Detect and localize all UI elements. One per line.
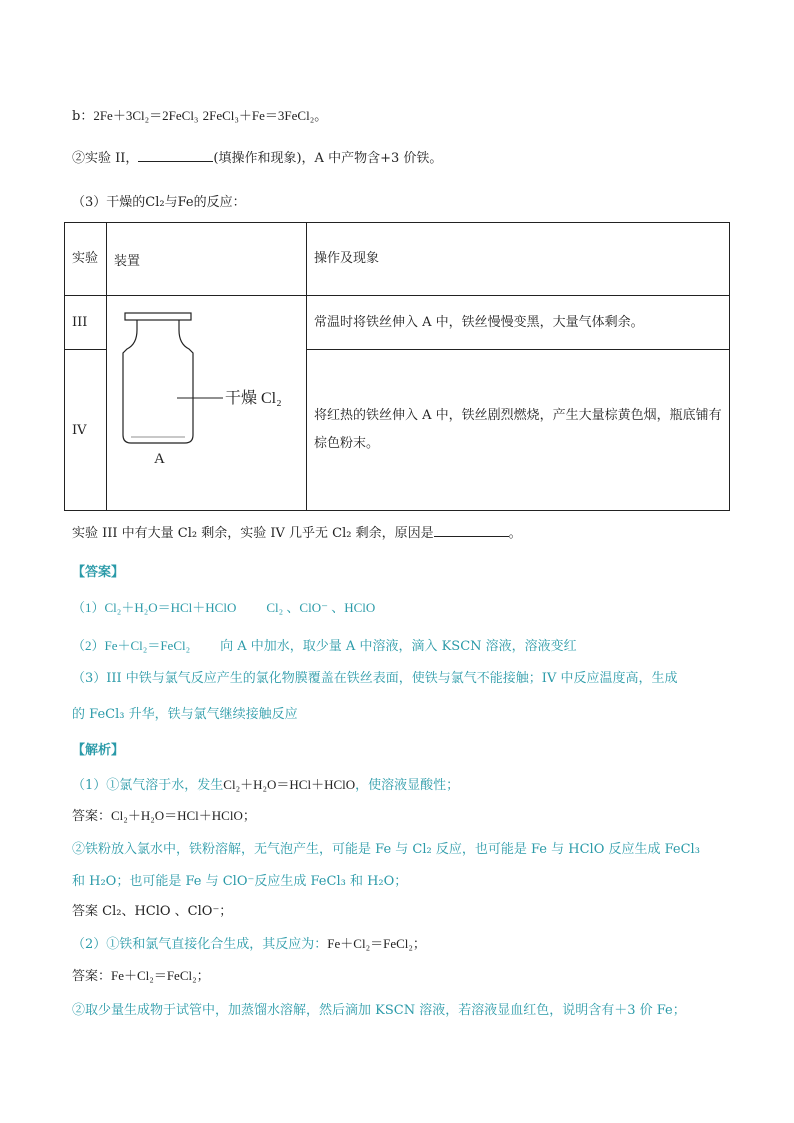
row-description: 常温时将铁丝伸入 A 中，铁丝慢慢变黑，大量气体剩余。 <box>307 296 730 350</box>
dry-chlorine-label: 干燥 Cl₂ <box>225 389 282 407</box>
experiment-2-line: ②实验 II， (填操作和现象)，A 中产物含+3 价铁。 <box>72 151 443 166</box>
analysis-line-3: ②铁粉放入氯水中，铁粉溶解，无气泡产生，可能是 Fe 与 Cl₂ 反应，也可能是 Fe 与 HClO 反应生成 FeCl₃ <box>72 842 700 857</box>
header-operation: 操作及现象 <box>307 223 730 296</box>
table-row <box>65 296 730 350</box>
analysis-line-5: 答案 Cl₂、HClO 、ClO⁻； <box>72 904 233 919</box>
apparatus-cell <box>107 296 307 511</box>
gas-bottle-diagram <box>107 297 306 510</box>
equation-line-b: b：2Fe＋3Cl₂＝2FeCl₃ 2FeCl₃＋Fe＝3FeCl₂。 <box>72 108 328 124</box>
analysis-line-8: ②取少量生成物于试管中，加蒸馏水溶解，然后滴加 KSCN 溶液，若溶液显血红色，说明含有＋3 价 Fe； <box>72 1003 686 1018</box>
experiment-table <box>64 222 730 511</box>
row-experiment-label: III <box>65 296 107 350</box>
analysis-line-1: （1）①氯气溶于水，发生Cl₂＋H₂O＝HCl＋HClO，使溶液显酸性； <box>72 777 460 793</box>
question-line: 实验 III 中有大量 Cl₂ 剩余，实验 IV 几乎无 Cl₂ 剩余，原因是 。 <box>72 526 522 541</box>
row-description: 将红热的铁丝伸入 A 中，铁丝剧烈燃烧，产生大量棕黄色烟，瓶底铺有棕色粉末。 <box>307 350 730 511</box>
bottle-label: A <box>154 450 165 467</box>
analysis-line-2: 答案：Cl₂＋H₂O＝HCl＋HClO； <box>72 808 256 823</box>
answer-1: （1）Cl₂＋H₂O＝HCl＋HClO Cl₂ 、ClO⁻ 、HClO <box>72 600 376 615</box>
equation-2: 2FeCl₃＋Fe＝3FeCl₂ <box>202 108 315 123</box>
analysis-header: 【解析】 <box>72 743 125 758</box>
row-experiment-label: IV <box>65 350 107 511</box>
answer-header: 【答案】 <box>72 565 125 580</box>
answer-blank[interactable] <box>434 524 509 537</box>
header-experiment: 实验 <box>65 223 107 296</box>
analysis-line-6: （2）①铁和氯气直接化合生成，其反应为：Fe＋Cl₂＝FeCl₂； <box>72 936 426 952</box>
answer-3-line-1: （3）III 中铁与氯气反应产生的氯化物膜覆盖在铁丝表面，使铁与氯气不能接触；IV 中反应温度高，生成 <box>72 671 678 686</box>
bottle-body <box>123 320 193 443</box>
answer-blank[interactable] <box>138 149 213 162</box>
answer-3-line-2: 的 FeCl₃ 升华，铁与氯气继续接触反应 <box>72 707 298 722</box>
header-apparatus: 装置 <box>107 223 307 296</box>
table-header-row <box>65 223 730 296</box>
answer-2: （2）Fe＋Cl₂＝FeCl₂ 向 A 中加水，取少量 A 中溶液，滴入 KSCN 溶液，溶液变红 <box>72 638 577 654</box>
analysis-line-4: 和 H₂O；也可能是 Fe 与 ClO⁻反应生成 FeCl₃ 和 H₂O； <box>72 874 408 889</box>
analysis-line-7: 答案：Fe＋Cl₂＝FeCl₂； <box>72 968 210 983</box>
section-3-title: （3）干燥的Cl₂与Fe的反应： <box>72 195 246 210</box>
equation-1: 2Fe＋3Cl₂＝2FeCl₃ <box>93 108 199 123</box>
bottle-stopper <box>125 313 191 320</box>
